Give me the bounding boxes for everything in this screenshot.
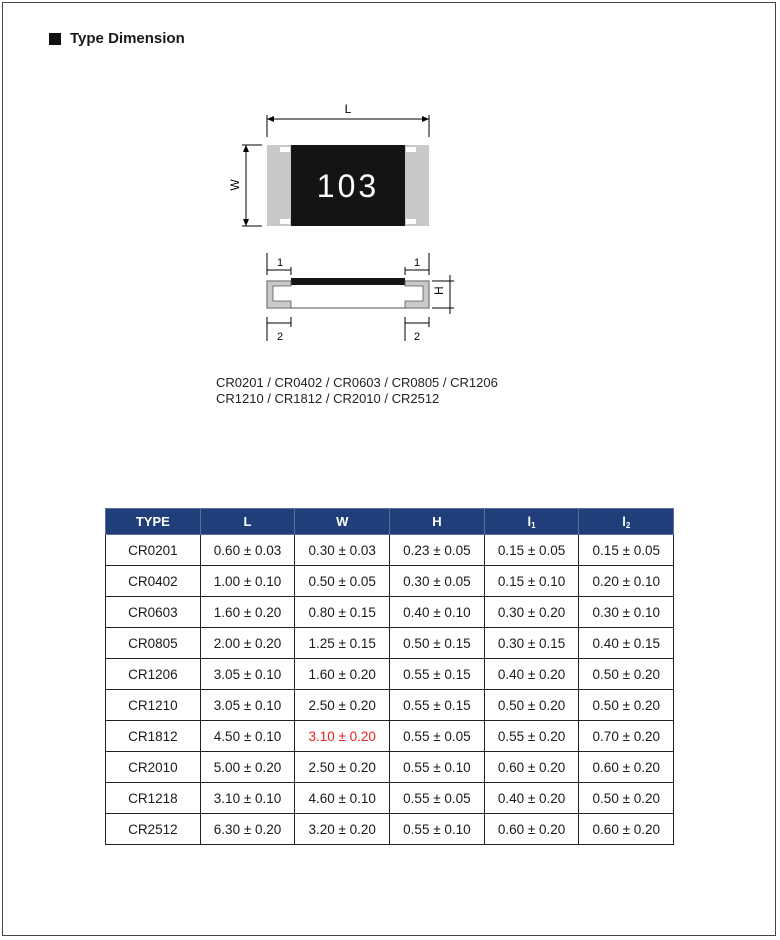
table-row [106,721,674,752]
cell-width: 1.60 ± 0.20 [295,659,390,690]
cell-l2: 0.50 ± 0.20 [579,690,674,721]
cell-height: 0.23 ± 0.05 [390,535,485,566]
header-l1: $l_1$ [484,509,579,535]
table-row [106,535,674,566]
header-height: H [390,509,485,535]
cell-width: 0.30 ± 0.03 [295,535,390,566]
resistor-dimension-diagram [222,95,462,355]
cell-width: 4.60 ± 0.10 [295,783,390,814]
cell-height: 0.55 ± 0.05 [390,783,485,814]
table-row [106,597,674,628]
type-list-line: CR1210 / CR1812 / CR2010 / CR2512 [216,391,440,406]
table-row [106,659,674,690]
table-row [106,752,674,783]
cell-height: 0.30 ± 0.05 [390,566,485,597]
cell-length: 1.60 ± 0.20 [200,597,295,628]
section-title: Type Dimension [70,30,185,47]
section-heading [49,30,185,47]
cell-type: CR0201 [106,535,201,566]
table-row [106,783,674,814]
cell-length: 5.00 ± 0.20 [200,752,295,783]
cell-length: 4.50 ± 0.10 [200,721,295,752]
l2-right-label: 2 [414,331,421,343]
cell-l2: 0.20 ± 0.10 [579,566,674,597]
cell-height: 0.50 ± 0.15 [390,628,485,659]
cell-l2: 0.40 ± 0.15 [579,628,674,659]
cell-l1: 0.40 ± 0.20 [484,659,579,690]
cell-type: CR0603 [106,597,201,628]
cell-l2: 0.50 ± 0.20 [579,659,674,690]
cell-l2: 0.15 ± 0.05 [579,535,674,566]
table-header-row [106,509,674,535]
resistor-marking: 103 [316,168,380,204]
cell-l2: 0.70 ± 0.20 [579,721,674,752]
cell-height: 0.40 ± 0.10 [390,597,485,628]
cell-type: CR1206 [106,659,201,690]
cell-width: 1.25 ± 0.15 [295,628,390,659]
cell-height: 0.55 ± 0.15 [390,659,485,690]
dimension-table [105,508,674,845]
table-row [106,814,674,845]
cell-length: 3.05 ± 0.10 [200,659,295,690]
cell-height: 0.55 ± 0.05 [390,721,485,752]
cell-width: 2.50 ± 0.20 [295,690,390,721]
cell-width: 2.50 ± 0.20 [295,752,390,783]
cell-width: 0.50 ± 0.05 [295,566,390,597]
square-bullet-icon [49,33,61,45]
table-row [106,628,674,659]
type-list-line: CR0201 / CR0402 / CR0603 / CR0805 / CR1206 [216,375,498,390]
header-l2: $l_2$ [579,509,674,535]
cell-height: 0.55 ± 0.10 [390,814,485,845]
table-row [106,566,674,597]
header-width: W [295,509,390,535]
cell-l2: 0.60 ± 0.20 [579,752,674,783]
cell-l1: 0.60 ± 0.20 [484,752,579,783]
l1-right-label: 1 [414,257,421,269]
cell-height: 0.55 ± 0.15 [390,690,485,721]
cell-length: 0.60 ± 0.03 [200,535,295,566]
top-view [228,102,429,226]
cell-l1: 0.30 ± 0.20 [484,597,579,628]
cell-l1: 0.15 ± 0.10 [484,566,579,597]
cell-l1: 0.50 ± 0.20 [484,690,579,721]
cell-height: 0.55 ± 0.10 [390,752,485,783]
cell-length: 1.00 ± 0.10 [200,566,295,597]
cell-l2: 0.60 ± 0.20 [579,814,674,845]
cell-l1: 0.30 ± 0.15 [484,628,579,659]
side-view [267,253,454,343]
cell-type: CR0805 [106,628,201,659]
cell-type: CR1210 [106,690,201,721]
cell-length: 6.30 ± 0.20 [200,814,295,845]
header-type: TYPE [106,509,201,535]
resistive-layer [291,278,405,285]
cell-l1: 0.60 ± 0.20 [484,814,579,845]
cell-length: 3.05 ± 0.10 [200,690,295,721]
width-label: W [228,179,242,191]
cell-l2: 0.30 ± 0.10 [579,597,674,628]
header-length: L [200,509,295,535]
height-label: H [432,286,446,295]
type-list [216,375,498,407]
cell-l1: 0.15 ± 0.05 [484,535,579,566]
cell-type: CR1812 [106,721,201,752]
table-row [106,690,674,721]
cell-type: CR2512 [106,814,201,845]
cell-length: 2.00 ± 0.20 [200,628,295,659]
cell-width: 3.20 ± 0.20 [295,814,390,845]
cell-type: CR1218 [106,783,201,814]
cell-length: 3.10 ± 0.10 [200,783,295,814]
l2-left-label: 2 [277,331,284,343]
cell-type: CR0402 [106,566,201,597]
cell-l1: 0.40 ± 0.20 [484,783,579,814]
l1-left-label: 1 [277,257,284,269]
cell-width: 0.80 ± 0.15 [295,597,390,628]
cell-width: 3.10 ± 0.20 [295,721,390,752]
length-label: L [344,102,352,116]
cell-type: CR2010 [106,752,201,783]
cell-l2: 0.50 ± 0.20 [579,783,674,814]
cell-l1: 0.55 ± 0.20 [484,721,579,752]
